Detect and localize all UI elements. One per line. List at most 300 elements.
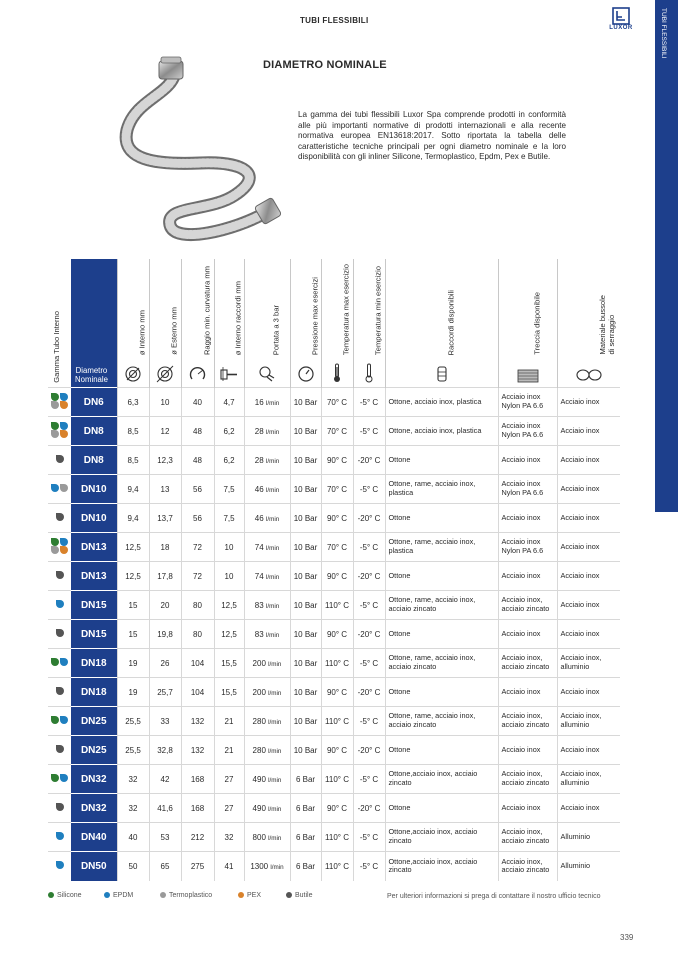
int-cell: 8,5 [117, 446, 149, 475]
flow-unit: l/min [268, 718, 282, 726]
raccordi-cell: Ottone [385, 446, 498, 475]
table-row [48, 388, 620, 417]
materiale-cell: Acciaio inox [557, 620, 620, 649]
gamma-cell [48, 388, 71, 417]
pex-dot-icon [60, 546, 68, 554]
ext-cell: 18 [149, 533, 181, 562]
gamma-cell [48, 475, 71, 504]
flow-value: 46 [254, 484, 264, 494]
pressione-cell: 6 Bar [290, 794, 321, 823]
table-row [48, 446, 620, 475]
treccia-cell: Acciaio inox [498, 446, 557, 475]
flow-value: 46 [254, 513, 264, 523]
portata-cell [244, 475, 290, 504]
flow-unit: l/min [265, 573, 280, 581]
thermometer-max-icon [332, 363, 342, 383]
gamma-cell [48, 707, 71, 736]
col-header-pressure: Pressione max esercizi [290, 259, 321, 388]
col-header-temp-min: Temperatura min esercizio [353, 259, 385, 388]
table-row [48, 591, 620, 620]
dn-cell: DN32 [71, 794, 117, 823]
treccia-cell: Acciaio inox Nylon PA 6.6 [498, 475, 557, 504]
pressione-cell: 10 Bar [290, 533, 321, 562]
raccordi-cell: Ottone, rame, acciaio inox, plastica [385, 475, 498, 504]
materiale-cell: Acciaio inox [557, 388, 620, 417]
racc-cell: 6,2 [214, 446, 244, 475]
flow-value: 490 [252, 774, 266, 784]
materiale-cell: Alluminio [557, 823, 620, 852]
tmin-cell: -20° C [353, 446, 385, 475]
table-row [48, 504, 620, 533]
raggio-cell: 275 [181, 852, 214, 881]
racc-cell: 7,5 [214, 504, 244, 533]
dn-cell: DN18 [71, 678, 117, 707]
spec-table-body [48, 388, 620, 881]
raggio-cell: 56 [181, 504, 214, 533]
tmax-cell: 110° C [321, 765, 353, 794]
materiale-cell: Acciaio inox, alluminio [557, 707, 620, 736]
portata-cell [244, 678, 290, 707]
flow-unit: l/min [265, 399, 280, 407]
tmax-cell: 110° C [321, 707, 353, 736]
col-header-ferrule-material: Materiale bussole di serraggio [557, 259, 620, 388]
flow-unit: l/min [265, 486, 280, 494]
int-cell: 50 [117, 852, 149, 881]
epdm-dot-icon [60, 774, 68, 782]
dn-cell: DN25 [71, 707, 117, 736]
portata-cell [244, 562, 290, 591]
raggio-cell: 56 [181, 475, 214, 504]
inner-diameter-icon [124, 365, 142, 383]
raggio-cell: 40 [181, 388, 214, 417]
flow-value: 200 [252, 658, 266, 668]
portata-cell [244, 736, 290, 765]
tmax-cell: 90° C [321, 562, 353, 591]
portata-cell [244, 533, 290, 562]
treccia-cell: Acciaio inox Nylon PA 6.6 [498, 533, 557, 562]
col-header-bend-radius: Raggio min. curvatura mm [181, 259, 214, 388]
table-row [48, 736, 620, 765]
tmin-cell: -5° C [353, 707, 385, 736]
flow-unit: l/min [265, 515, 280, 523]
flow-unit: l/min [268, 660, 282, 668]
racc-cell: 41 [214, 852, 244, 881]
tmin-cell: -5° C [353, 823, 385, 852]
raccordi-cell: Ottone,acciaio inox, acciaio zincato [385, 823, 498, 852]
tmax-cell: 90° C [321, 794, 353, 823]
termoplastico-dot-icon [51, 546, 59, 554]
tmin-cell: -5° C [353, 533, 385, 562]
table-header-row [48, 259, 620, 388]
ext-cell: 26 [149, 649, 181, 678]
table-row [48, 475, 620, 504]
silicone-dot-icon [51, 422, 59, 430]
int-cell: 25,5 [117, 707, 149, 736]
int-cell: 19 [117, 649, 149, 678]
raggio-cell: 132 [181, 736, 214, 765]
raccordi-cell: Ottone, acciaio inox, plastica [385, 417, 498, 446]
dn-cell: DN10 [71, 504, 117, 533]
raggio-cell: 168 [181, 765, 214, 794]
gamma-cell [48, 678, 71, 707]
raccordi-cell: Ottone [385, 620, 498, 649]
ext-cell: 33 [149, 707, 181, 736]
ext-cell: 25,7 [149, 678, 181, 707]
treccia-cell: Acciaio inox Nylon PA 6.6 [498, 417, 557, 446]
racc-cell: 21 [214, 707, 244, 736]
dn-cell: DN25 [71, 736, 117, 765]
dn-cell: DN13 [71, 562, 117, 591]
page-number: 339 [620, 933, 634, 942]
gamma-cell [48, 504, 71, 533]
materiale-cell: Acciaio inox [557, 446, 620, 475]
col-header-fittings: Raccordi disponibili [385, 259, 498, 388]
flow-value: 280 [252, 745, 266, 755]
flow-unit: l/min [268, 747, 282, 755]
raccordi-cell: Ottone [385, 562, 498, 591]
termoplastico-dot-icon [60, 484, 68, 492]
flow-unit: l/min [265, 457, 280, 465]
raccordi-cell: Ottone [385, 794, 498, 823]
raccordi-cell: Ottone, rame, acciaio inox, plastica [385, 533, 498, 562]
pressure-gauge-icon [297, 365, 315, 383]
table-row [48, 620, 620, 649]
silicone-dot-icon [51, 716, 59, 724]
butile-dot-icon [56, 745, 64, 753]
gamma-cell [48, 417, 71, 446]
dn-cell: DN13 [71, 533, 117, 562]
tmin-cell: -5° C [353, 649, 385, 678]
racc-cell: 4,7 [214, 388, 244, 417]
racc-cell: 32 [214, 823, 244, 852]
col-header-flow-rate: Portata a 3 bar [244, 259, 290, 388]
portata-cell [244, 794, 290, 823]
materiale-cell: Acciaio inox [557, 562, 620, 591]
raggio-cell: 104 [181, 649, 214, 678]
legend-item-butile: Butile [286, 892, 313, 899]
ext-cell: 13 [149, 475, 181, 504]
termoplastico-dot-icon [51, 401, 59, 409]
ferrule-icon [575, 367, 603, 383]
portata-cell [244, 765, 290, 794]
flow-unit: l/min [268, 776, 282, 784]
gamma-cell [48, 736, 71, 765]
pressione-cell: 10 Bar [290, 446, 321, 475]
dn-cell: DN15 [71, 620, 117, 649]
dn-cell: DN50 [71, 852, 117, 881]
dn-cell: DN32 [71, 765, 117, 794]
ext-cell: 41,6 [149, 794, 181, 823]
pressione-cell: 10 Bar [290, 504, 321, 533]
dn-cell: DN6 [71, 388, 117, 417]
butile-dot-icon [56, 455, 64, 463]
dn-cell: DN15 [71, 591, 117, 620]
side-tab [655, 0, 678, 512]
tmin-cell: -5° C [353, 852, 385, 881]
raggio-cell: 72 [181, 562, 214, 591]
tmin-cell: -20° C [353, 504, 385, 533]
gamma-cell [48, 620, 71, 649]
materiale-cell: Acciaio inox [557, 794, 620, 823]
tmin-cell: -20° C [353, 678, 385, 707]
int-cell: 8,5 [117, 417, 149, 446]
logo-text: LUXOR [609, 25, 633, 31]
int-cell: 12,5 [117, 533, 149, 562]
silicone-dot-icon [51, 538, 59, 546]
racc-cell: 15,5 [214, 649, 244, 678]
ext-cell: 20 [149, 591, 181, 620]
col-header-braid: Treccia disponibile [498, 259, 557, 388]
dn-cell: DN10 [71, 475, 117, 504]
materiale-cell: Acciaio inox [557, 591, 620, 620]
butile-dot-icon [286, 892, 292, 898]
pex-dot-icon [60, 430, 68, 438]
epdm-dot-icon [56, 861, 64, 869]
flow-unit: l/min [265, 428, 280, 436]
butile-dot-icon [56, 687, 64, 695]
ext-cell: 32,8 [149, 736, 181, 765]
tmax-cell: 70° C [321, 417, 353, 446]
pex-dot-icon [60, 401, 68, 409]
side-tab-text: TUBI FLESSIBILI [660, 8, 667, 59]
raccordi-cell: Ottone [385, 736, 498, 765]
materiale-cell: Acciaio inox [557, 417, 620, 446]
pressione-cell: 10 Bar [290, 736, 321, 765]
pressione-cell: 6 Bar [290, 852, 321, 881]
flow-value: 83 [254, 629, 264, 639]
treccia-cell: Acciaio inox, acciaio zincato [498, 707, 557, 736]
ext-cell: 12,3 [149, 446, 181, 475]
gamma-cell [48, 852, 71, 881]
flow-value: 83 [254, 600, 264, 610]
tmin-cell: -5° C [353, 417, 385, 446]
col-header-fitting-diameter: ø Interno raccordi mm [214, 259, 244, 388]
portata-cell [244, 446, 290, 475]
raccordi-cell: Ottone, acciaio inox, plastica [385, 388, 498, 417]
gamma-cell [48, 591, 71, 620]
flow-unit: l/min [268, 689, 282, 697]
tmin-cell: -20° C [353, 562, 385, 591]
flow-unit: l/min [265, 544, 280, 552]
raggio-cell: 80 [181, 591, 214, 620]
flow-value: 280 [252, 716, 266, 726]
outer-diameter-icon [156, 365, 174, 383]
portata-cell [244, 388, 290, 417]
tmax-cell: 70° C [321, 475, 353, 504]
portata-cell [244, 620, 290, 649]
dn-header: Diametro Nominale [71, 259, 117, 388]
epdm-dot-icon [60, 393, 68, 401]
flow-value: 490 [252, 803, 266, 813]
tmin-cell: -5° C [353, 388, 385, 417]
pressione-cell: 6 Bar [290, 765, 321, 794]
termoplastico-dot-icon [160, 892, 166, 898]
portata-cell [244, 591, 290, 620]
treccia-cell: Acciaio inox, acciaio zincato [498, 765, 557, 794]
table-row [48, 678, 620, 707]
epdm-dot-icon [56, 832, 64, 840]
table-row [48, 823, 620, 852]
raccordi-cell: Ottone, rame, acciaio inox, acciaio zincato [385, 591, 498, 620]
treccia-cell: Acciaio inox [498, 794, 557, 823]
flow-value: 16 [254, 397, 264, 407]
treccia-cell: Acciaio inox [498, 736, 557, 765]
table-row [48, 533, 620, 562]
gamma-cell [48, 794, 71, 823]
legend-item-termoplastico: Termoplastico [160, 892, 212, 899]
tmax-cell: 70° C [321, 533, 353, 562]
raggio-cell: 80 [181, 620, 214, 649]
tmin-cell: -20° C [353, 794, 385, 823]
raccordi-cell: Ottone, rame, acciaio inox, acciaio zincato [385, 707, 498, 736]
ext-cell: 42 [149, 765, 181, 794]
epdm-dot-icon [51, 484, 59, 492]
materiale-cell: Acciaio inox, alluminio [557, 649, 620, 678]
int-cell: 32 [117, 765, 149, 794]
treccia-cell: Acciaio inox, acciaio zincato [498, 852, 557, 881]
gamma-cell [48, 562, 71, 591]
racc-cell: 10 [214, 533, 244, 562]
gamma-cell [48, 765, 71, 794]
silicone-dot-icon [51, 393, 59, 401]
int-cell: 25,5 [117, 736, 149, 765]
termoplastico-dot-icon [51, 430, 59, 438]
epdm-dot-icon [60, 538, 68, 546]
tmax-cell: 90° C [321, 446, 353, 475]
raccordi-cell: Ottone, rame, acciaio inox, acciaio zincato [385, 649, 498, 678]
flow-value: 800 [252, 832, 266, 842]
ext-cell: 10 [149, 388, 181, 417]
raggio-cell: 72 [181, 533, 214, 562]
table-row [48, 794, 620, 823]
materiale-cell: Acciaio inox [557, 504, 620, 533]
pressione-cell: 10 Bar [290, 388, 321, 417]
butile-dot-icon [56, 629, 64, 637]
table-row [48, 765, 620, 794]
tmin-cell: -5° C [353, 475, 385, 504]
flow-value: 74 [254, 542, 264, 552]
butile-dot-icon [56, 513, 64, 521]
silicone-dot-icon [51, 774, 59, 782]
portata-cell [244, 823, 290, 852]
epdm-dot-icon [60, 716, 68, 724]
raccordi-cell: Ottone [385, 504, 498, 533]
silicone-dot-icon [51, 658, 59, 666]
racc-cell: 27 [214, 765, 244, 794]
portata-cell [244, 649, 290, 678]
racc-cell: 7,5 [214, 475, 244, 504]
legend-item-pex: PEX [238, 892, 261, 899]
materiale-cell: Acciaio inox [557, 533, 620, 562]
flow-unit: l/min [265, 602, 280, 610]
racc-cell: 10 [214, 562, 244, 591]
portata-cell [244, 417, 290, 446]
treccia-cell: Acciaio inox [498, 504, 557, 533]
raggio-cell: 48 [181, 446, 214, 475]
flexible-hose-image [115, 55, 290, 270]
int-cell: 40 [117, 823, 149, 852]
int-cell: 32 [117, 794, 149, 823]
racc-cell: 21 [214, 736, 244, 765]
materiale-cell: Acciaio inox [557, 736, 620, 765]
epdm-dot-icon [56, 600, 64, 608]
pex-dot-icon [238, 892, 244, 898]
treccia-cell: Acciaio inox [498, 562, 557, 591]
table-row [48, 852, 620, 881]
gamma-cell [48, 649, 71, 678]
flow-unit: l/min [270, 863, 284, 871]
epdm-dot-icon [60, 422, 68, 430]
materiale-cell: Acciaio inox [557, 475, 620, 504]
ext-cell: 65 [149, 852, 181, 881]
epdm-dot-icon [104, 892, 110, 898]
materiale-cell: Acciaio inox [557, 678, 620, 707]
materiale-cell: Alluminio [557, 852, 620, 881]
legend-item-epdm: EPDM [104, 892, 133, 899]
racc-cell: 27 [214, 794, 244, 823]
epdm-dot-icon [60, 658, 68, 666]
ext-cell: 12 [149, 417, 181, 446]
tmax-cell: 110° C [321, 852, 353, 881]
intro-paragraph: La gamma dei tubi flessibili Luxor Spa comprende prodotti in conformità alle più importanti normative di prodotti internazionali e alla recente normativa europea EN13618:2017. Sotto riportata la tabella delle caratteristiche tecniche principali per ogni diametro nominale e la loro disponibilità con gli inliner Silicone, Termoplastico, Epdm, Pex e Butile. [298, 110, 566, 162]
raccordi-cell: Ottone,acciaio inox, acciaio zincato [385, 852, 498, 881]
gamma-cell [48, 446, 71, 475]
dn-cell: DN40 [71, 823, 117, 852]
pressione-cell: 10 Bar [290, 591, 321, 620]
int-cell: 15 [117, 591, 149, 620]
table-row [48, 707, 620, 736]
page-title: DIAMETRO NOMINALE [263, 59, 387, 71]
tmax-cell: 70° C [321, 388, 353, 417]
int-cell: 6,3 [117, 388, 149, 417]
section-label: TUBI FLESSIBILI [300, 16, 369, 25]
fitting-top [159, 57, 183, 79]
col-header-temp-max: Temperatura max esercizio [321, 259, 353, 388]
tmin-cell: -5° C [353, 765, 385, 794]
butile-dot-icon [56, 803, 64, 811]
int-cell: 15 [117, 620, 149, 649]
pressione-cell: 10 Bar [290, 562, 321, 591]
ext-cell: 53 [149, 823, 181, 852]
raggio-cell: 168 [181, 794, 214, 823]
legend-item-silicone: Silicone [48, 892, 82, 899]
tmax-cell: 110° C [321, 649, 353, 678]
dn-cell: DN8 [71, 417, 117, 446]
pressione-cell: 10 Bar [290, 707, 321, 736]
treccia-cell: Acciaio inox, acciaio zincato [498, 823, 557, 852]
int-cell: 12,5 [117, 562, 149, 591]
gamma-header: Gamma Tubo Interno [52, 311, 61, 383]
table-row [48, 649, 620, 678]
tmax-cell: 110° C [321, 823, 353, 852]
treccia-cell: Acciaio inox, acciaio zincato [498, 649, 557, 678]
int-cell: 9,4 [117, 475, 149, 504]
flow-value: 74 [254, 571, 264, 581]
tmax-cell: 90° C [321, 504, 353, 533]
table-row [48, 417, 620, 446]
bend-radius-icon [189, 365, 207, 383]
footnote: Per ulteriori informazioni si prega di contattare il nostro ufficio tecnico [387, 893, 601, 900]
tmax-cell: 90° C [321, 736, 353, 765]
tmax-cell: 90° C [321, 620, 353, 649]
treccia-cell: Acciaio inox [498, 678, 557, 707]
raccordi-cell: Ottone [385, 678, 498, 707]
int-cell: 19 [117, 678, 149, 707]
racc-cell: 12,5 [214, 591, 244, 620]
fitting-diameter-icon [219, 365, 239, 383]
portata-cell [244, 852, 290, 881]
flow-value: 28 [254, 426, 264, 436]
